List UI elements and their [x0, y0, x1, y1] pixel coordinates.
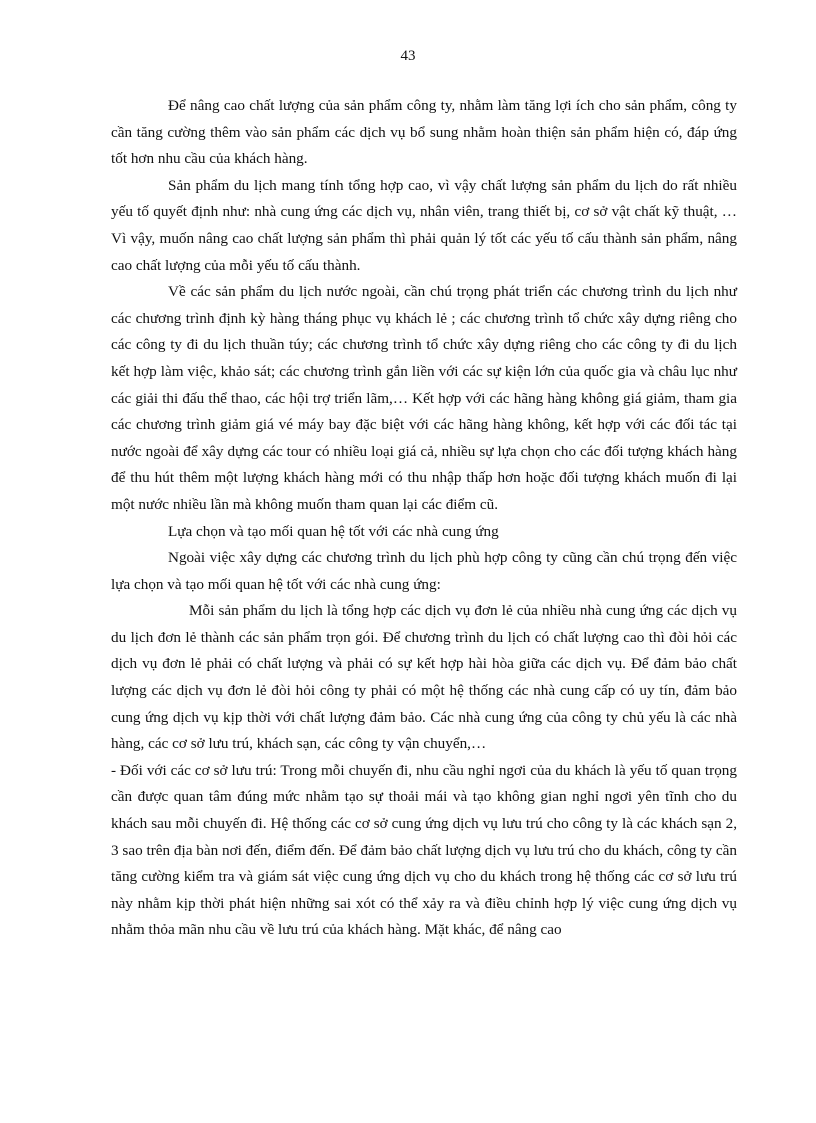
- paragraph-foreign-tours: Về các sản phẩm du lịch nước ngoài, cần chú trọng phát triển các chương trình du lịch như các chương trình định kỳ hàng tháng phục vụ khách lẻ ; các chương trình tổ chức xây dựng riêng cho các công ty đi du lịch thuần túy; các chương trình tổ chức xây dựng riêng cho các công ty đi du lịch kết hợp làm việc, khảo sát; các chương trình gắn liền với các sự kiện lớn của quốc gia và châu lục như các giải thi đấu thể thao, các hội trợ triển lãm,… Kết hợp với các hãng hàng không giá giảm, tham gia các chương trình giảm giá vé máy bay đặc biệt với các hãng hàng không, kết hợp với các đối tác tại nước ngoài để xây dựng các tour có nhiều loại giá cả, nhiều sự lựa chọn cho các đối tượng khách hàng để thu hút thêm một lượng khách hàng mới có thu nhập thấp hơn hoặc đối tượng khách muốn đi lại một nước nhiều lần mà không muốn tham quan lại các điểm cũ.: [111, 283, 737, 513]
- document-body: [111, 93, 737, 944]
- paragraph-product-quality: Để nâng cao chất lượng của sản phẩm công ty, nhằm làm tăng lợi ích cho sản phẩm, công ty cần tăng cường thêm vào sản phẩm các dịch vụ bổ sung nhằm hoàn thiện sản phẩm hiện có, đáp ứng tốt hơn nhu cầu của khách hàng.: [111, 97, 737, 168]
- paragraph-supplier-relations: Ngoài việc xây dựng các chương trình du lịch phù hợp công ty cũng cần chú trọng đến việc lựa chọn và tạo mối quan hệ tốt với các nhà cung ứng:: [111, 549, 737, 593]
- page-number: 43: [400, 48, 416, 64]
- section-heading-suppliers: Lựa chọn và tạo mối quan hệ tốt với các nhà cung ứng: [168, 522, 499, 540]
- paragraph-tourism-product: Sản phẩm du lịch mang tính tổng hợp cao, vì vậy chất lượng sản phẩm du lịch do rất nhiều yếu tố quyết định như: nhà cung ứng các dịch vụ, nhân viên, trang thiết bị, cơ sở vật chất kỹ thuật, … Vì vậy, muốn nâng cao chất lượng sản phẩm thì phải quản lý tốt các yếu tố cấu thành sản phẩm, nâng cao chất lượng của mỗi yếu tố cấu thành.: [111, 176, 737, 274]
- paragraph-accommodation: - Đối với các cơ sở lưu trú: Trong mỗi chuyến đi, nhu cầu nghỉ ngơi của du khách là yếu tố quan trọng cần được quan tâm đúng mức nhằm tạo sự thoải mái và tạo không gian nghỉ ngơi yên tĩnh cho du khách sau mỗi chuyến đi. Hệ thống các cơ sở cung ứng dịch vụ lưu trú cho công ty là các khách sạn 2, 3 sao trên địa bàn nơi đến, điểm đến. Để đảm bảo chất lượng dịch vụ lưu trú cho du khách, công ty cần tăng cường kiểm tra và giám sát việc cung ứng dịch vụ cho du khách trong hệ thống các cơ sở lưu trú này nhằm kịp thời phát hiện những sai xót có thể xảy ra và điều chỉnh hợp lý việc cung ứng dịch vụ nhằm thỏa mãn nhu cầu về lưu trú của khách hàng. Mặt khác, để nâng cao: [111, 761, 737, 939]
- paragraph-single-services: Mỗi sản phẩm du lịch là tổng hợp các dịch vụ đơn lẻ của nhiều nhà cung ứng các dịch vụ du lịch đơn lẻ thành các sản phẩm trọn gói. Để chương trình du lịch có chất lượng cao thì đòi hỏi các dịch vụ đơn lẻ phải có chất lượng và phải có sự kết hợp hài hòa giữa các dịch vụ. Để đảm bảo chất lượng các dịch vụ đơn lẻ đòi hỏi công ty phải có một hệ thống các nhà cung cấp có uy tín, đảm bảo cung ứng dịch vụ kịp thời với chất lượng đảm bảo. Các nhà cung ứng của công ty chủ yếu là các nhà hàng, các cơ sở lưu trú, khách sạn, các công ty vận chuyển,…: [111, 602, 737, 753]
